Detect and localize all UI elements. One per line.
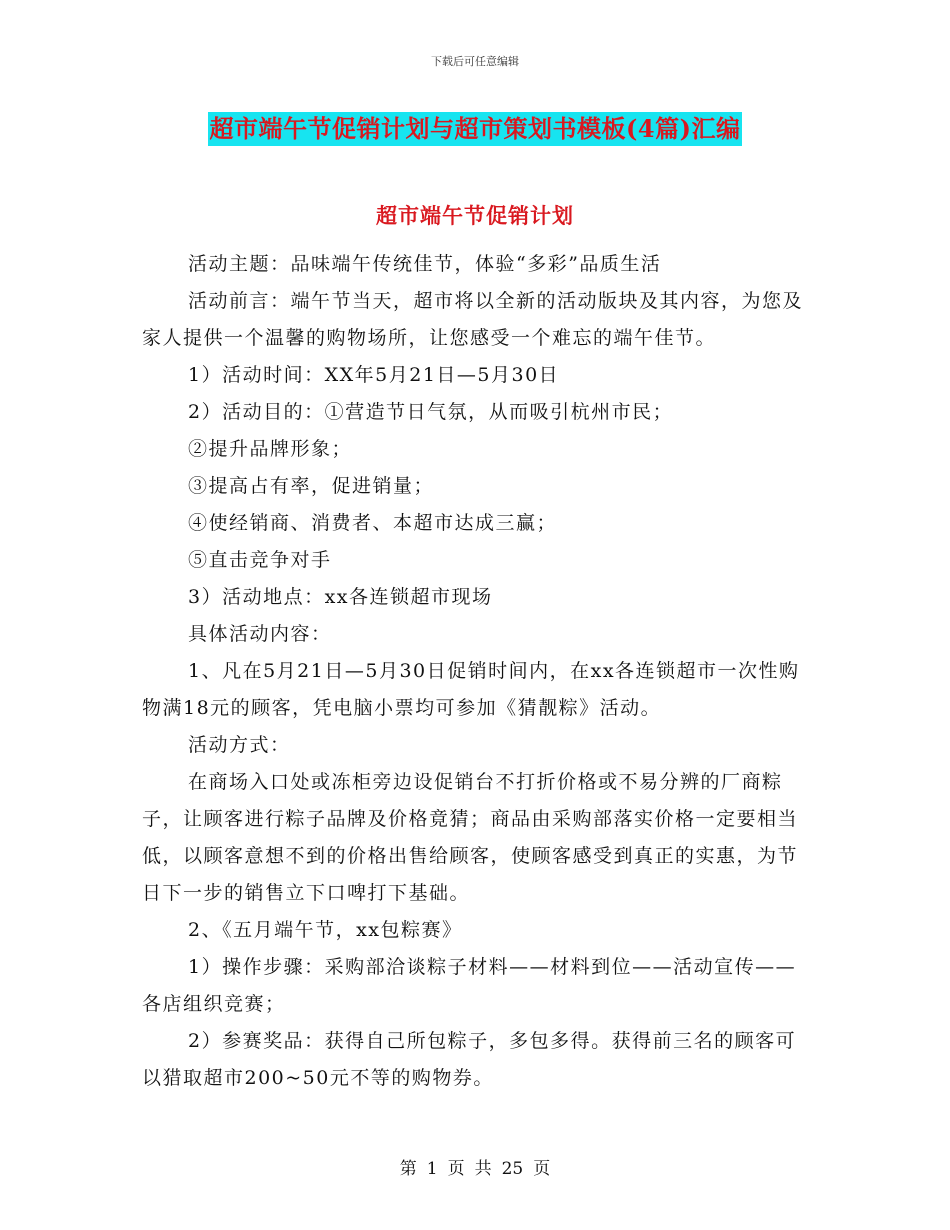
paragraph: 2）参赛奖品：获得自己所包粽子，多包多得。获得前三名的顾客可以猎取超市200~50元不等的购物券。 bbox=[142, 1030, 797, 1089]
paragraph: 1）操作步骤：采购部洽谈粽子材料——材料到位——活动宣传——各店组织竞赛； bbox=[142, 956, 797, 1015]
page-header: 下载后可任意编辑 bbox=[431, 55, 519, 68]
paragraph: 1、凡在5月21日—5月30日促销时间内，在xx各连锁超市一次性购物满18元的顾客，凭电脑小票均可参加《猜靓粽》活动。 bbox=[142, 660, 800, 719]
paragraph: 活动前言：端午节当天，超市将以全新的活动版块及其内容，为您及家人提供一个温馨的购物场所，让您感受一个难忘的端午佳节。 bbox=[142, 290, 804, 349]
paragraph: 3）活动地点：xx各连锁超市现场 bbox=[188, 586, 493, 608]
total-pages: 25 bbox=[501, 1159, 524, 1179]
paragraph: 具体活动内容： bbox=[188, 623, 332, 645]
paragraph: 2、《五月端午节，xx包粽赛》 bbox=[188, 919, 463, 941]
paragraph: ②提升品牌形象； bbox=[188, 438, 353, 460]
paragraph: 在商场入口处或冻柜旁边设促销台不打折价格或不易分辨的厂商粽子，让顾客进行粽子品牌及价格竟猜；商品由采购部落实价格一定要相当低，以顾客意想不到的价格出售给顾客，使顾客感受到真正的实惠，为节日下一步的销售立下口啤打下基础。 bbox=[142, 771, 799, 904]
document-body bbox=[142, 246, 810, 1097]
footer-page-word: 页 bbox=[447, 1159, 465, 1179]
paragraph: ⑤直击竞争对手 bbox=[188, 549, 332, 571]
paragraph: 1）活动时间：XX年5月21日—5月30日 bbox=[188, 364, 560, 386]
footer-page-word-2: 页 bbox=[533, 1159, 551, 1179]
paragraph: 活动主题：品味端午传统佳节，体验“多彩”品质生活 bbox=[188, 253, 662, 275]
paragraph: 活动方式： bbox=[188, 734, 291, 756]
footer-prefix: 第 bbox=[399, 1159, 417, 1179]
footer-total-word: 共 bbox=[474, 1159, 492, 1179]
paragraph: ④使经销商、消费者、本超市达成三赢； bbox=[188, 512, 558, 534]
document-title-text: 超市端午节促销计划与超市策划书模板(4篇)汇编 bbox=[208, 112, 743, 146]
document-title bbox=[0, 112, 950, 146]
paragraph: 2）活动目的：①营造节日气氛，从而吸引杭州市民； bbox=[188, 401, 674, 423]
paragraph: ③提高占有率，促进销量； bbox=[188, 475, 435, 497]
page-footer bbox=[0, 1154, 950, 1179]
section-title: 超市端午节促销计划 bbox=[376, 203, 574, 228]
page-number: 1 bbox=[426, 1159, 438, 1179]
